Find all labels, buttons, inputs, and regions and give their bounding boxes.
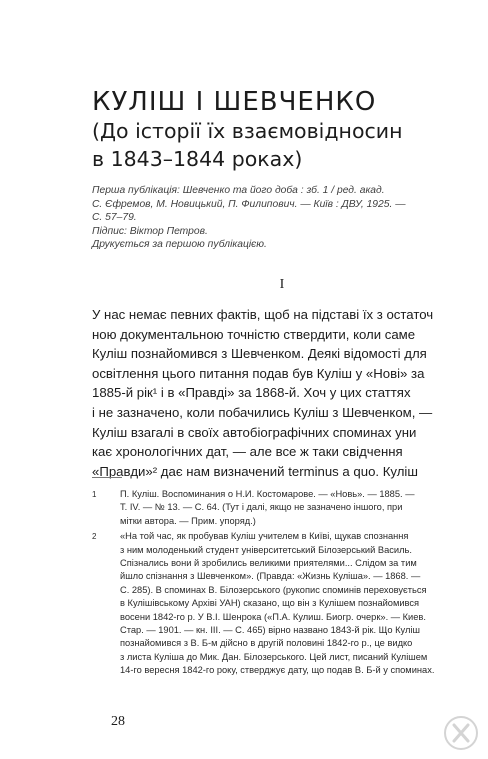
footnote-line: 14-го вересня 1842-го року, стверджує дату, що подав В. Б-й у споминах.	[120, 665, 435, 676]
chapter-title: КУЛІШ І ШЕВЧЕНКО	[92, 87, 377, 117]
footnote-line: восени 1842-го р. У В.І. Шенрока («П.А. Кулиш. Биогр. очерк». — Киев.	[120, 611, 426, 622]
publication-info	[92, 184, 422, 252]
body-paragraph	[92, 305, 432, 481]
body-line: кає хронологічних дат, — але все ж таки свідчення	[92, 444, 403, 460]
footnote-line: мітки автора. — Прим. упоряд.)	[120, 515, 256, 526]
subtitle-line: в 1843–1844 роках)	[92, 147, 303, 171]
footnote-line: Т. IV. — № 13. — С. 64. (Тут і далі, якщо не зазначено іншого, при	[120, 502, 403, 513]
body-line: «Правди»² дає нам визначений terminus a quo. Куліш	[92, 463, 418, 479]
footnote-line: з листа Куліша до Мик. Дан. Білозерського. Цей лист, писаний Кулішем	[120, 651, 428, 662]
x-logo-icon	[443, 715, 479, 751]
body-line: і не зазначено, коли побачились Куліш з Шевченком, —	[92, 404, 433, 420]
chapter-subtitle	[92, 117, 472, 173]
footnote-line: Стар. — 1901. — кн. ІІІ. — С. 465) вірно названо 1843-й рік. Що Куліш	[120, 625, 420, 636]
body-line: 1885-й рік¹ і в «Правді» за 1868-й. Хоч у цих статтях	[92, 385, 411, 401]
footnote-number: 2	[92, 532, 97, 542]
section-number: I	[279, 277, 285, 292]
footnote-line: П. Куліш. Воспоминания о Н.И. Костомарове. — «Новь». — 1885. —	[120, 489, 415, 499]
footnotes	[92, 488, 442, 680]
footnote-line: йшло спізнання з Шевченком». (Правда: «Жизнь Куліша». — 1868. —	[120, 571, 421, 582]
footnote-line: в Кулішівському Архіві УАН) сказано, що він з Кулішем познайомився	[120, 598, 420, 609]
body-line: ною документальною точністю ствердити, коли саме	[92, 326, 416, 342]
footnote-line: «На той час, як пробував Куліш учителем в Київі, щукав спознання	[120, 531, 409, 542]
body-line: У нас немає певних фактів, щоб на підставі їх з остаточ	[92, 307, 434, 322]
meta-line: Підпис: Віктор Петров.	[92, 225, 208, 237]
body-line: Куліш познайомився з Шевченком. Деякі відомості для	[92, 346, 427, 362]
body-line: освітлення цього питання подав був Куліш у «Нові» за	[92, 365, 425, 381]
footnote-line: познайомився з В. Б-м дійсно в другій половині 1842-го р., це видко	[120, 638, 413, 649]
footnote-line: Спізнались вони й зробились великими приятелями... Слідом за тим	[120, 558, 417, 569]
body-line: Куліш взагалі в своїх автобіографічних споминах уни	[92, 424, 417, 440]
footnote-divider	[92, 477, 122, 478]
footnote	[92, 488, 442, 528]
footnote-number: 1	[92, 490, 97, 499]
subtitle-line: (До історії їх взаємовідносин	[92, 119, 403, 143]
footnote-line: С. 285). В споминах В. Білозерського (рукопис споминів переховується	[120, 584, 427, 595]
page-number: 28	[111, 714, 125, 729]
meta-line: Перша публікація: Шевченко та його доба : зб. 1 / ред. акад.	[92, 185, 385, 196]
footnote-line: з ним молоденький студент університетський Білозерський Василь.	[120, 544, 412, 555]
meta-line: С. 57–79.	[92, 212, 137, 224]
meta-line: С. Єфремов, М. Новицький, П. Филипович. — Київ : ДВУ, 1925. —	[92, 198, 406, 210]
watermark-x	[454, 725, 468, 741]
footnote	[92, 530, 442, 677]
meta-line: Друкується за першою публікацією.	[92, 239, 267, 251]
